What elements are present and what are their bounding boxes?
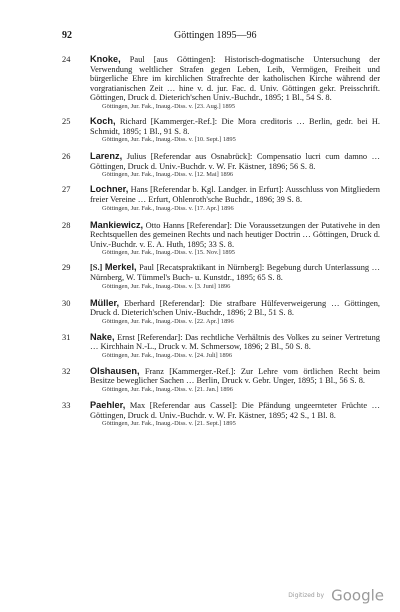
entry-author: Knoke, [90, 54, 121, 64]
google-logo: Google [331, 586, 384, 604]
page-header [62, 30, 378, 44]
entry-dissertation-note: Göttingen, Jur. Fak., Inaug.-Diss. v. [22. Apr.] 1896 [102, 317, 234, 325]
entry-dissertation-note: Göttingen, Jur. Fak., Inaug.-Diss. v. [24. Juli] 1896 [102, 351, 233, 359]
entry-number: 27 [62, 185, 71, 195]
entry-citation: Otto Hanns [Referendar]: Die Voraussetzungen der Putativehe in den Rechtsquellen des gemeinen Rechts und nach heutiger Doctrin … Göttingen, Druck d. Univ.-Buchdr. v. E. A. Huth, 1895; 33 S. 8. [90, 220, 380, 249]
entry-author: Larenz, [90, 151, 123, 162]
entry-author: Merkel, [104, 262, 137, 273]
dissertation-entry [62, 185, 380, 212]
dissertation-entry [62, 221, 380, 258]
digitized-by-label: Digitized by [288, 591, 324, 599]
entry-dissertation-note: Göttingen, Jur. Fak., Inaug.-Diss. v. [23. Aug.] 1895 [102, 102, 236, 110]
entry-number: 25 [62, 116, 71, 126]
entry-author: Olshausen, [90, 365, 140, 376]
entry-citation: Eberhard [Referendar]: Die strafbare Hülfeverweigerung … Göttingen, Druck d. Dieterich'schen Univ.-Buchdr., 1896; 2 Bl., 51 S. 8. [90, 298, 380, 318]
entry-dissertation-note: Göttingen, Jur. Fak., Inaug.-Diss. v. [17. Apr.] 1896 [102, 204, 234, 212]
entry-citation: Ernst [Referendar]: Das rechtliche Verhältnis des Volkes zu seiner Vertretung … Kirchhain N.-L., Druck v. M. Schmersow, 1896; 2 Bl., 50 S. 8. [90, 332, 380, 352]
entry-author: Paehler, [90, 400, 126, 411]
page-number: 92 [62, 30, 72, 41]
dissertation-entry [62, 117, 380, 144]
dissertation-entry [62, 299, 380, 326]
entry-number: 33 [62, 401, 71, 411]
dissertation-entry [62, 333, 380, 360]
entry-citation: Hans [Referendar b. Kgl. Landger. in Erfurt]: Ausschluss von Mitgliedern freier Vereine … Erfurt, Ohlenroth'sche Buchdr., 1896; 39 S. 8. [90, 185, 380, 204]
entry-number: 24 [62, 55, 71, 64]
dissertation-entry [62, 263, 380, 290]
entry-number: 32 [62, 366, 71, 376]
entry-citation: Paul [aus Göttingen]: Historisch-dogmatische Untersuchung der Verwendung weltlicher Strafen gegen Leben, Leib, Vermögen, Freiheit und bürgerliche Ehre im kirchlichen Strafrechte der katholischen Kirche während der vorgratianischen Zeit … hine v. d. jur. Fac. d. Univ. Göttingen gekr. Preisschrift. Göttingen, Druck d. Dieterich'schen Univ.-Buchdr., 1895; 1 Bl., 54 S. 8. [90, 55, 381, 103]
entry-number: 26 [62, 152, 71, 162]
entry-dissertation-note: Göttingen, Jur. Fak., Inaug.-Diss. v. [12. Mai] 1896 [102, 171, 234, 179]
entry-number: 29 [62, 263, 71, 273]
dissertation-entry [62, 401, 380, 428]
dissertation-entry [62, 55, 380, 111]
entry-dissertation-note: Göttingen, Jur. Fak., Inaug.-Diss. v. [21. Sept.] 1895 [102, 420, 236, 428]
entry-number: 31 [62, 332, 71, 342]
entry-author: Nake, [90, 331, 115, 342]
entry-dissertation-note: Göttingen, Jur. Fak., Inaug.-Diss. v. [21. Jan.] 1896 [102, 386, 233, 394]
dissertation-list [62, 48, 380, 428]
entry-dissertation-note: Göttingen, Jur. Fak., Inaug.-Diss. v. [15. Nov.] 1895 [102, 249, 236, 257]
entry-mark: [S.] [90, 263, 103, 273]
dissertation-entry [62, 152, 380, 179]
entry-author: Lochner, [90, 184, 129, 195]
entry-author: Mankiewicz, [90, 219, 144, 230]
entry-number: 30 [62, 298, 71, 308]
running-title: Göttingen 1895—96 [174, 30, 257, 41]
entry-citation: Franz [Kammerger.-Ref.]: Zur Lehre vom örtlichen Recht beim Besitze beweglicher Sachen … Berlin, Druck v. Gebr. Unger, 1895; 1 Bl., 56 S. 8. [90, 366, 380, 386]
entry-citation: Max [Referendar aus Cassel]: Die Pfändung ungeernteter Früchte … Göttingen, Druck d. Univ.-Buchdr. v. W. Fr. Kästner, 1895; 42 S., 1 Bl. 8. [90, 401, 380, 420]
entry-citation: Richard [Kammerger.-Ref.]: Die Mora creditoris … Berlin, gedr. bei H. Schmidt, 1895; 1 Bl., 91 S. 8. [90, 116, 381, 136]
entry-citation: Julius [Referendar aus Osnabrück]: Compensatio lucri cum damno … Göttingen, Druck d. Univ.-Buchdr. v. W. Fr. Kästner, 1896; 56 S. 8. [90, 152, 380, 171]
entry-dissertation-note: Göttingen, Jur. Fak., Inaug.-Diss. v. [10. Sept.] 1895 [102, 136, 236, 144]
entry-dissertation-note: Göttingen, Jur. Fak., Inaug.-Diss. v. [3. Juni] 1896 [102, 282, 231, 290]
entry-number: 28 [62, 220, 71, 230]
google-digitized-watermark [288, 585, 384, 605]
entry-author: Müller, [90, 297, 120, 308]
entry-author: Koch, [90, 115, 116, 126]
entry-citation: Paul [Recatspraktikant in Nürnberg]: Begebung durch Unterlassung … Nürnberg, W. Tümmel's Buch- u. Kunstdr., 1895; 65 S. 8. [90, 263, 381, 282]
dissertation-entry [62, 367, 380, 394]
